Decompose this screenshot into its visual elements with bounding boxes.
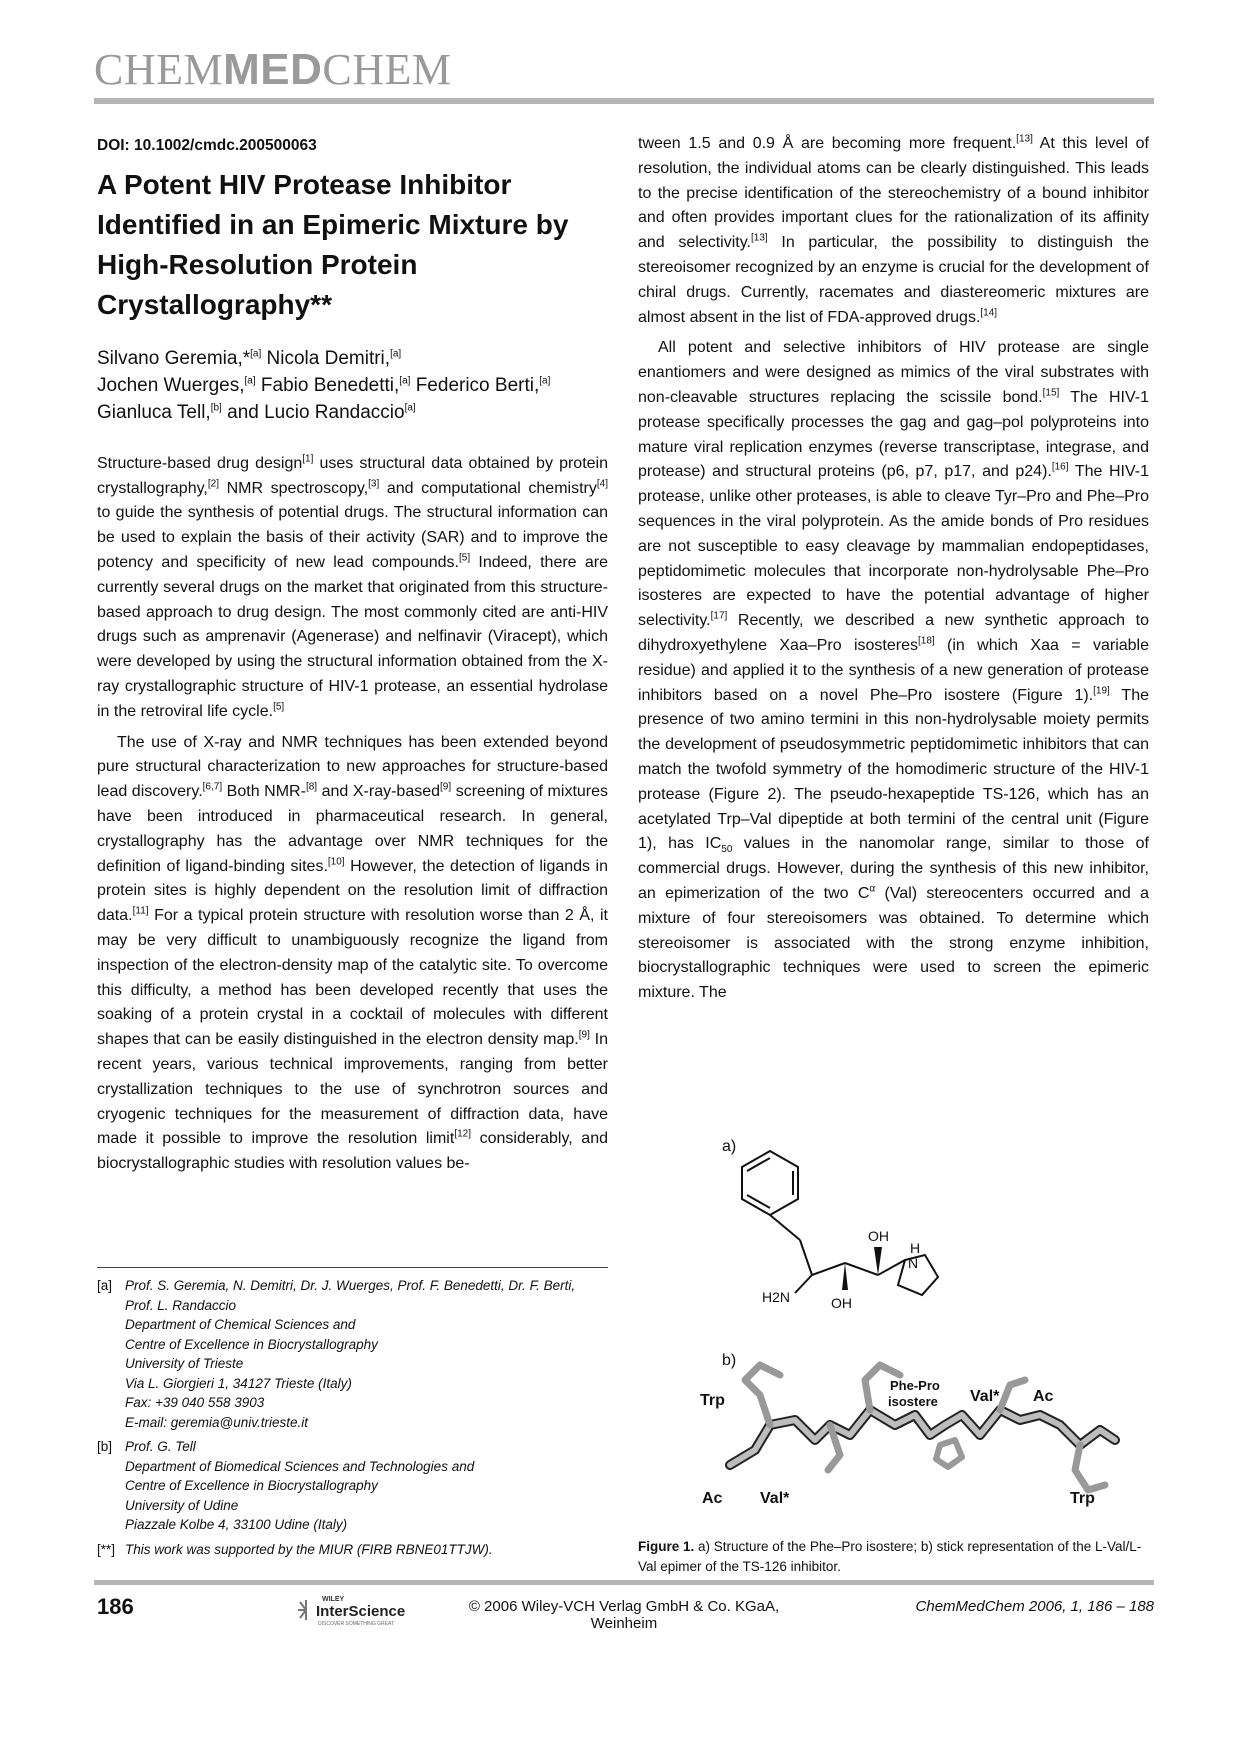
body-paragraph-3: tween 1.5 and 0.9 Å are becoming more frequent.[13] At this level of resolution, the individual atoms can be clearly distinguished. This leads to the precise identification of the stereochemistry of a bound inhibitor and often provides important clues for the rationalization of its affinity and selectivity.[13] In particular, the possibility to distinguish the stereoisomer recognized by an enzyme is crucial for the development of chiral drugs. Currently, racemates and diastereomeric mixtures are almost absent in the list of FDA-approved drugs.[14] [638, 133, 1149, 326]
label-phe-pro: Phe-Pro [890, 1378, 940, 1393]
body-paragraph-1: Structure-based drug design[1] uses structural data obtained by protein crystallography,[2] NMR spectroscopy,[3] and computational chemistry[4] to guide the synthesis of potential drugs. The structural information can be used to explain the basis of their activity (SAR) and to improve the potency and specificity of new lead compounds.[5] Indeed, there are currently several drugs on the market that originated from this structure-based approach to drug design. The most commonly cited are anti-HIV drugs such as amprenavir (Agenerase) and nelfinavir (Viracept), which were developed by using the structural information obtained from the X-ray crystallographic structure of HIV-1 protease, an essential hydrolase in the retroviral life cycle.[5] [97, 453, 609, 720]
footer-rule [94, 1580, 1154, 1585]
footnote-a-label: [a] [97, 1278, 113, 1293]
logo-wiley: WILEY [322, 1596, 345, 1603]
copyright: © 2006 Wiley-VCH Verlag GmbH & Co. KGaA, Weinheim [468, 1598, 780, 1632]
phe-pro-isostere-structure [742, 1151, 938, 1295]
page-footer [94, 1592, 1154, 1632]
footnote-b [97, 1437, 608, 1535]
affiliation-line: Department of Biomedical Sciences and Technologies and [125, 1458, 475, 1474]
masthead-med: MED [223, 45, 323, 94]
figure-label-a: a) [722, 1138, 737, 1155]
funding-note: This work was supported by the MIUR (FIRB RBNE01TTJW). [125, 1541, 493, 1557]
affiliation-line: Prof. S. Geremia, N. Demitri, Dr. J. Wuerges, Prof. F. Benedetti, Dr. F. Berti, [125, 1278, 576, 1293]
body-paragraph-2: The use of X-ray and NMR techniques has been extended beyond pure structural characterization to new approaches for structure-based lead discovery.[6,7] Both NMR-[8] and X-ray-based[9] screening of mixtures have been introduced in pharmaceutical research. In general, crystallography has the advantage over NMR techniques for the definition of ligand-binding sites.[10] However, the detection of ligands in protein sites is highly dependent on the resolution limit of diffraction data.[11] For a typical protein structure with resolution worse than 2 Å, it may be very difficult to unambiguously recognize the ligand from inspection of the electron-density map of the catalytic site. To overcome this difficulty, a method has been developed recently that uses the soaking of a protein crystal in a cocktail of molecules with different shapes that can be easily distinguished in the electron density map.[9] In recent years, various technical improvements, ranging from better crystallization techniques to the use of synchrotron sources and cryogenic techniques for the measurement of diffraction data, have made it possible to improve the resolution limit[12] considerably, and biocrystallographic studies with resolution values be- [97, 733, 609, 1173]
affiliation-line: University of Udine [125, 1497, 239, 1513]
figure-1 [700, 1125, 1140, 1535]
footnote-star-label: [**] [97, 1541, 116, 1557]
article-title: A Potent HIV Protease Inhibitor Identified in an Epimeric Mixture by High-Resolution Protein Crystallography** [97, 168, 569, 320]
journal-masthead [94, 45, 452, 94]
footnote-rule [97, 1267, 608, 1268]
footnotes [97, 1276, 608, 1564]
label-ac-left: Ac [702, 1490, 723, 1507]
figure-label-b: b) [722, 1352, 737, 1369]
label-val-right: Val* [970, 1388, 1000, 1405]
author-list [97, 345, 608, 426]
logo-interscience: InterScience [316, 1603, 406, 1620]
label-trp-left: Trp [700, 1392, 725, 1409]
figure-1-caption [638, 1537, 1150, 1577]
body-paragraph-4: All potent and selective inhibitors of HIV protease are single enantiomers and were designed as mimics of the viral substrates with non-cleavable structures replacing the scissile bond.[15] The HIV-1 protease specifically processes the gag and gag–pol polyproteins into mature viral replication enzymes (reverse transcriptase, integrase, and protease) and structural proteins (p6, p7, p17, and p24).[16] The HIV-1 protease, unlike other proteases, is able to cleave Tyr–Pro and Phe–Pro sequences in the viral polyprotein. As the amide bonds of Pro residues are not susceptible to easy cleavage by mammalian endopeptidases, peptidomimetic molecules that incorporate non-hydrolysable Phe–Pro isosteres are expected to have the potential advantage of higher selectivity.[17] Recently, we described a new synthetic approach to dihydroxyethylene Xaa–Pro isosteres[18] (in which Xaa = variable residue) and applied it to the synthesis of a new generation of protease inhibitors based on a novel Phe–Pro isostere (Figure 1).[19] The presence of two amino termini in this non-hydrolysable moiety permits the development of pseudosymmetric peptidomimetic inhibitors that can match the twofold symmetry of the homodimeric structure of the HIV-1 protease (Figure 2). The pseudo-hexapeptide TS-126, which has an acetylated Trp–Val dipeptide at both termini of the central unit (Figure 1), has $IC_{50}$ values in the nanomolar range, similar to those of commercial drugs. However, during the synthesis of this new inhibitor, an epimerization of the two $C^\alpha$ (Val) stereocenters occurred and a mixture of four stereoisomers was obtained. To determine which stereoisomer is associated with the strong enzyme inhibition, biocrystallographic techniques were used to screen the epimeric mixture. The [638, 339, 1150, 1002]
label-oh-bottom: OH [831, 1295, 852, 1311]
left-column [97, 134, 608, 1177]
affiliation-line: Piazzale Kolbe 4, 33100 Udine (Italy) [125, 1517, 348, 1532]
caption-text: a) Structure of the Phe–Pro isostere; b) stick representation of the L-Val/L-Val epimer of the TS-126 inhibitor. [638, 1539, 1142, 1574]
authors-line-1: Silvano Geremia,*[a] Nicola Demitri,[a] [97, 347, 402, 369]
label-h2n: H2N [762, 1289, 791, 1305]
affiliation-line: Prof. L. Randaccio [125, 1297, 237, 1313]
authors-line-2: Jochen Wuerges,[a] Fabio Benedetti,[a] Federico Berti,[a] [97, 374, 551, 396]
affiliation-line: Centre of Excellence in Biocrystallography [125, 1478, 378, 1493]
logo-burst-icon [298, 1600, 306, 1620]
header-rule [94, 98, 1154, 104]
right-column [638, 132, 1149, 1006]
label-ac-right: Ac [1033, 1388, 1054, 1405]
affiliation-line: Centre of Excellence in Biocrystallography [125, 1336, 378, 1352]
label-h: H [910, 1240, 921, 1256]
label-oh-top: OH [868, 1228, 889, 1244]
authors-line-3: Gianluca Tell,[b] and Lucio Randaccio[a] [97, 401, 416, 423]
affiliation-fax: Fax: +39 040 558 3903 [125, 1395, 265, 1410]
affiliation-line: Department of Chemical Sciences and [125, 1317, 356, 1332]
masthead-chem-2: CHEM [322, 45, 452, 94]
footnote-a [97, 1276, 608, 1432]
label-n: N [908, 1255, 919, 1271]
affiliation-line: University of Trieste [125, 1356, 244, 1371]
affiliation-line: Via L. Giorgieri 1, 34127 Trieste (Italy) [125, 1375, 352, 1391]
footnote-star [97, 1540, 608, 1560]
affiliation-line: Prof. G. Tell [125, 1439, 196, 1454]
logo-tagline: DISCOVER SOMETHING GREAT [318, 1621, 395, 1627]
affiliation-email[interactable]: E-mail: geremia@univ.trieste.it [125, 1414, 309, 1430]
caption-label: Figure 1. [638, 1539, 695, 1554]
masthead-chem-1: CHEM [94, 45, 224, 94]
journal-reference: ChemMedChem 2006, 1, 186 – 188 [915, 1598, 1154, 1615]
label-isostere: isostere [888, 1394, 938, 1409]
label-trp-right: Trp [1070, 1490, 1095, 1507]
footnote-b-label: [b] [97, 1439, 113, 1454]
page-number: 186 [97, 1594, 134, 1619]
label-val-left: Val* [760, 1490, 790, 1507]
doi: DOI: 10.1002/cmdc.200500063 [97, 137, 317, 154]
